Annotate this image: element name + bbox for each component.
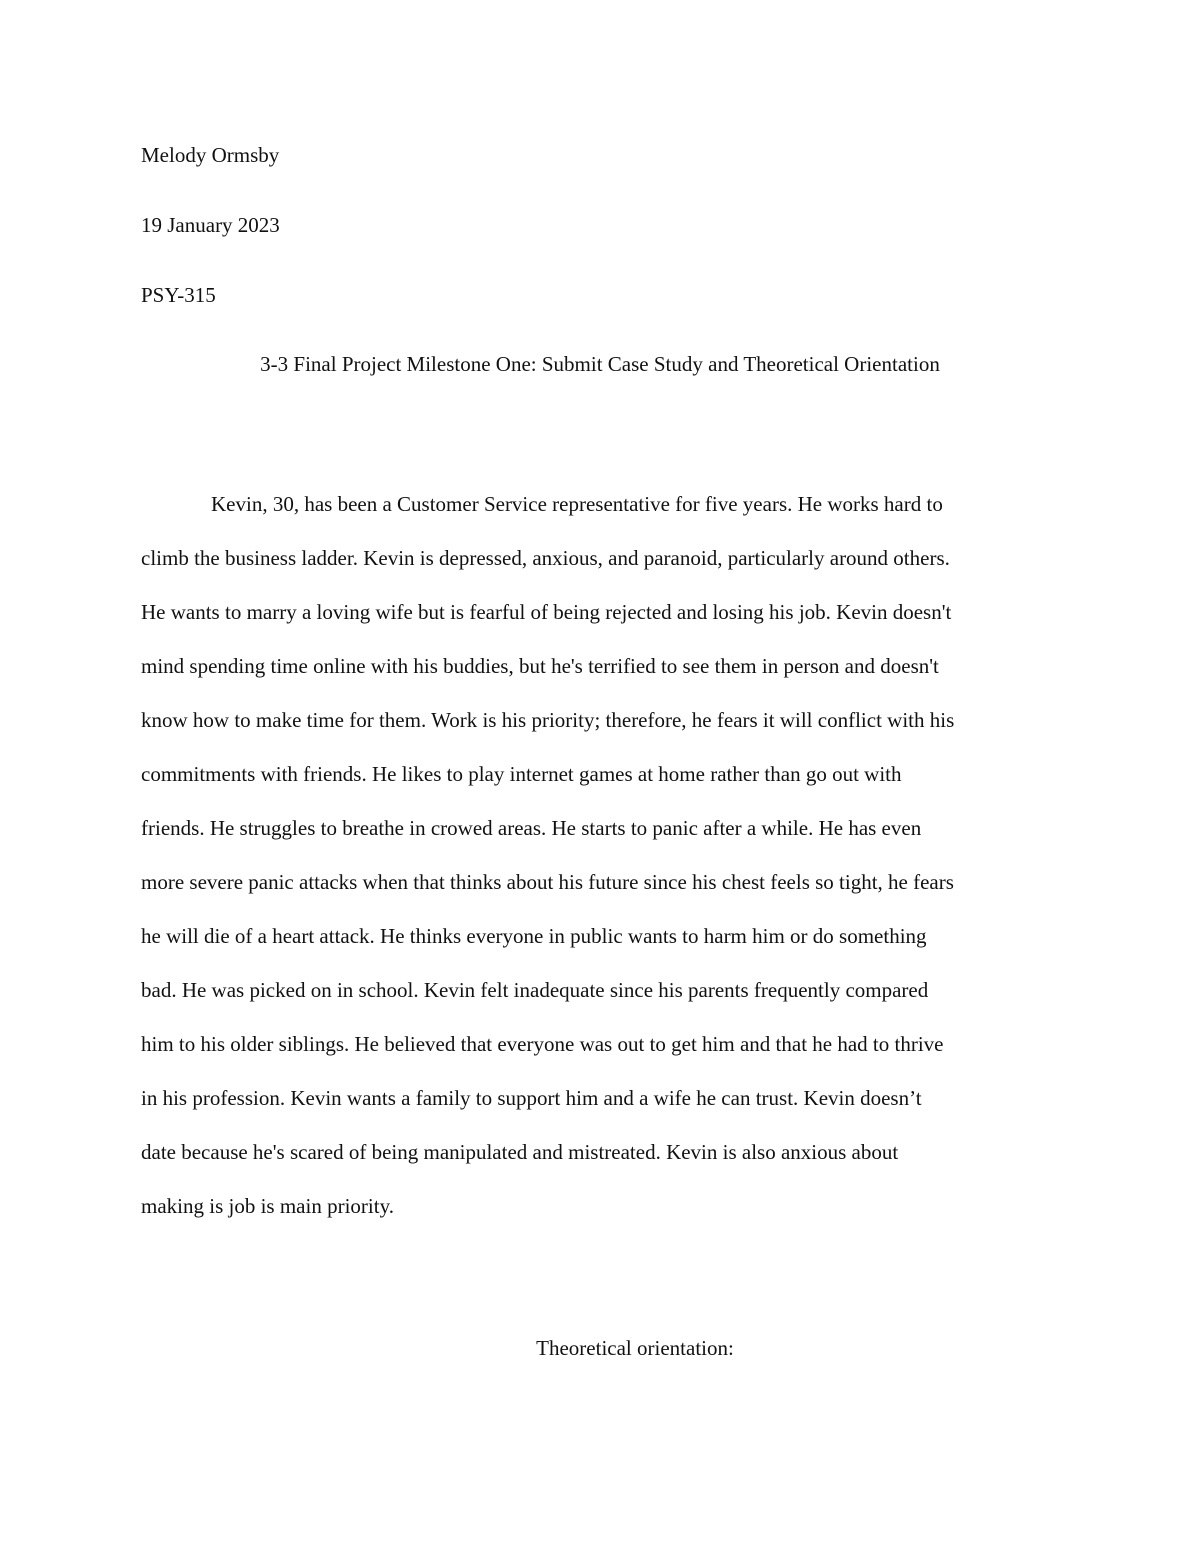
paragraph-line: climb the business ladder. Kevin is depressed, anxious, and paranoid, particularly around others. (141, 546, 950, 570)
paragraph-line: friends. He struggles to breathe in crowed areas. He starts to panic after a while. He has even (141, 816, 922, 840)
paragraph-line: He wants to marry a loving wife but is fearful of being rejected and losing his job. Kevin doesn't (141, 600, 952, 624)
paragraph-line: mind spending time online with his buddies, but he's terrified to see them in person and doesn't (141, 654, 939, 678)
paragraph-line: commitments with friends. He likes to play internet games at home rather than go out with (141, 762, 902, 786)
paragraph-line: him to his older siblings. He believed that everyone was out to get him and that he had to thrive (141, 1032, 944, 1056)
author-name: Melody Ormsby (141, 143, 280, 167)
paragraph-line: he will die of a heart attack. He thinks everyone in public wants to harm him or do something (141, 924, 927, 948)
document-date: 19 January 2023 (141, 213, 280, 237)
paragraph-line: Kevin, 30, has been a Customer Service representative for five years. He works hard to (211, 492, 943, 516)
paragraph-line: making is job is main priority. (141, 1194, 394, 1218)
paragraph-line: in his profession. Kevin wants a family to support him and a wife he can trust. Kevin doesn’t (141, 1086, 922, 1110)
course-code: PSY-315 (141, 283, 216, 307)
section-heading: Theoretical orientation: (536, 1336, 734, 1360)
document-title: 3-3 Final Project Milestone One: Submit Case Study and Theoretical Orientation (260, 352, 940, 376)
paragraph-line: date because he's scared of being manipulated and mistreated. Kevin is also anxious about (141, 1140, 899, 1164)
paragraph-line: more severe panic attacks when that thinks about his future since his chest feels so tight, he fears (141, 870, 954, 894)
paragraph-line: know how to make time for them. Work is his priority; therefore, he fears it will conflict with his (141, 708, 955, 732)
paragraph-line: bad. He was picked on in school. Kevin felt inadequate since his parents frequently compared (141, 978, 929, 1002)
